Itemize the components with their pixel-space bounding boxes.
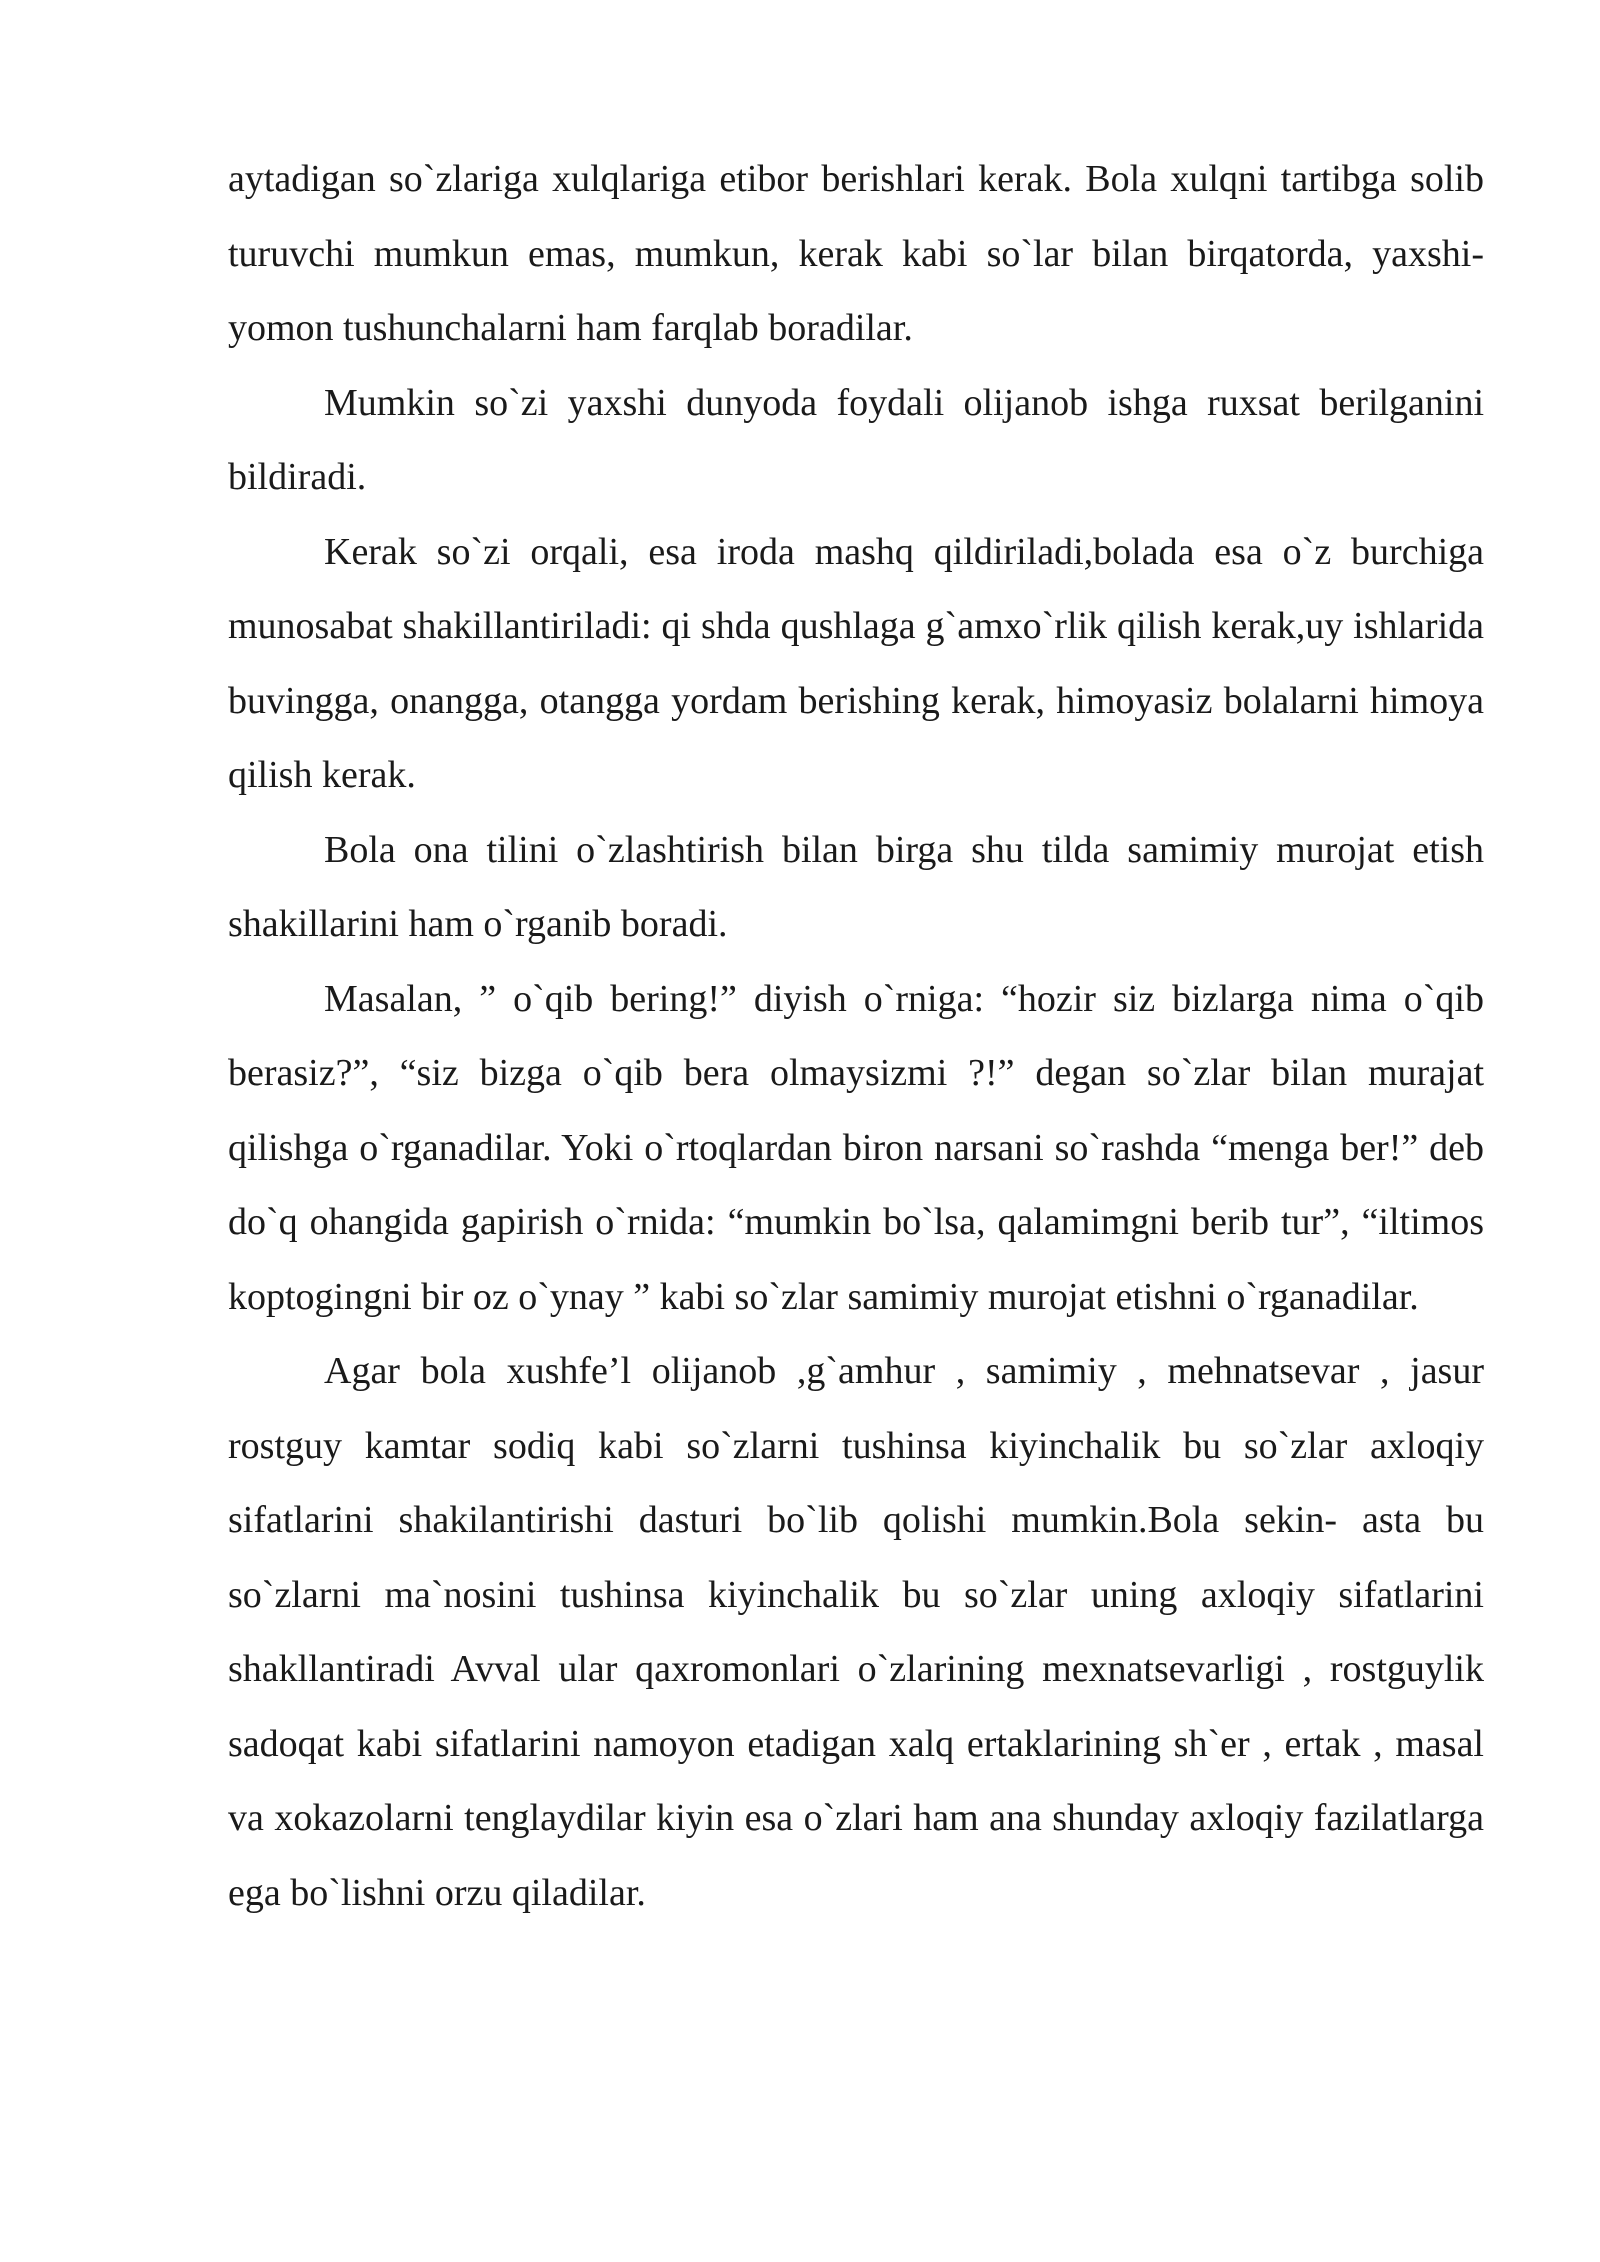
paragraph-2: Mumkin so`zi yaxshi dunyoda foydali olijanob ishga ruxsat berilganini bildiradi.: [228, 381, 1484, 498]
paragraph-3: Kerak so`zi orqali, esa iroda mashq qildiriladi,bolada esa o`z burchiga munosabat shakillantiriladi: qi shda qushlaga g`amxo`rlik qilish kerak,uy ishlarida buvingga, onangga, otangga yordam berishing kerak, himoyasiz bolalarni himoya qilish kerak.: [228, 530, 1484, 796]
paragraph-4: Bola ona tilini o`zlashtirish bilan birga shu tilda samimiy murojat etish shakillarini ham o`rganib boradi.: [228, 828, 1484, 945]
paragraph-5: Masalan, ” o`qib bering!” diyish o`rniga: “hozir siz bizlarga nima o`qib berasiz?”, “siz bizga o`qib bera olmaysizmi ?!” degan so`zlar bilan murajat qilishga o`rganadilar. Yoki o`rtoqlardan biron narsani so`rashda “menga ber!” deb do`q ohangida gapirish o`rnida: “mumkin bo`lsa, qalamimgni berib tur”, “iltimos koptogingni bir oz o`ynay ” kabi so`zlar samimiy murojat etishni o`rganadilar.: [228, 977, 1484, 1318]
paragraph-1: aytadigan so`zlariga xulqlariga etibor berishlari kerak. Bola xulqni tartibga solib turuvchi mumkun emas, mumkun, kerak kabi so`lar bilan birqatorda, yaxshi- yomon tushunchalarni ham farqlab boradilar.: [228, 158, 1484, 349]
paragraph-6: Agar bola xushfe’l olijanob ,g`amhur , samimiy , mehnatsevar , jasur rostguy kamtar sodiq kabi so`zlarni tushinsa kiyinchalik bu so`zlar axloqiy sifatlarini shakilantirishi dasturi bo`lib qolishi mumkin.Bola sekin- asta bu so`zlarni ma`nosini tushinsa kiyinchalik bu so`zlar uning axloqiy sifatlarini shakllantiradi Avval ular qaxromonlari o`zlarining mexnatsevarligi , rostguylik sadoqat kabi sifatlarini namoyon etadigan xalq ertaklarining sh`er , ertak , masal va xokazolarni tenglaydilar kiyin esa o`zlari ham ana shunday axloqiy fazilatlarga ega bo`lishni orzu qiladilar.: [228, 1350, 1484, 1914]
document-page: [228, 142, 1484, 1930]
